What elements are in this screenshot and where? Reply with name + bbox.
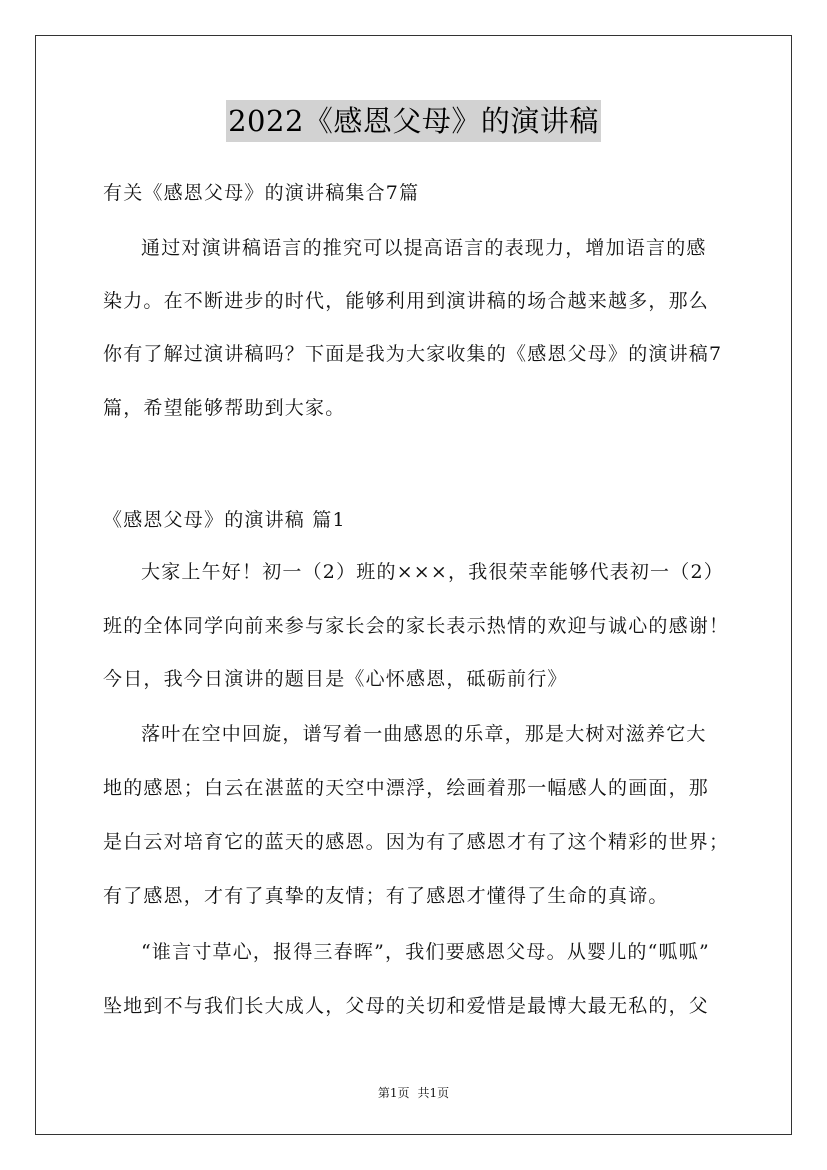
title-container — [0, 100, 827, 142]
intro-line: 你有了解过演讲稿吗？下面是我为大家收集的《感恩父母》的演讲稿7 — [103, 343, 723, 365]
document-subtitle: 有关《感恩父母》的演讲稿集合7篇 — [103, 182, 420, 204]
paragraph-line: 班的全体同学向前来参与家长会的家长表示热情的欢迎与诚心的感谢！ — [103, 615, 730, 637]
section-heading: 《感恩父母》的演讲稿 篇1 — [103, 509, 346, 531]
page-number: 第1页 — [377, 1086, 410, 1100]
intro-line: 染力。在不断进步的时代，能够利用到演讲稿的场合越来越多，那么 — [103, 290, 710, 312]
document-title: 2022《感恩父母》的演讲稿 — [226, 100, 601, 142]
intro-line: 篇，希望能够帮助到大家。 — [103, 397, 346, 419]
paragraph-line: 是白云对培育它的蓝天的感恩。因为有了感恩才有了这个精彩的世界； — [103, 831, 730, 853]
paragraph-line: 今日，我今日演讲的题目是《心怀感恩，砥砺前行》 — [103, 668, 568, 690]
page-footer — [0, 1084, 827, 1101]
paragraph-line: 坠地到不与我们长大成人，父母的关切和爱惜是最博大最无私的，父 — [103, 995, 710, 1017]
paragraph-line: 落叶在空中回旋，谱写着一曲感恩的乐章，那是大树对滋养它大 — [141, 723, 707, 745]
paragraph-line: 地的感恩；白云在湛蓝的天空中漂浮，绘画着那一幅感人的画面，那 — [103, 777, 710, 799]
paragraph-line: 大家上午好！初一（2）班的×××，我很荣幸能够代表初一（2） — [141, 561, 724, 583]
paragraph-line: 有了感恩，才有了真挚的友情；有了感恩才懂得了生命的真谛。 — [103, 885, 669, 907]
intro-line: 通过对演讲稿语言的推究可以提高语言的表现力，增加语言的感 — [141, 237, 707, 259]
page-total: 共1页 — [417, 1086, 450, 1100]
paragraph-line: “谁言寸草心，报得三春晖”，我们要感恩父母。从婴儿的“呱呱” — [141, 941, 710, 963]
